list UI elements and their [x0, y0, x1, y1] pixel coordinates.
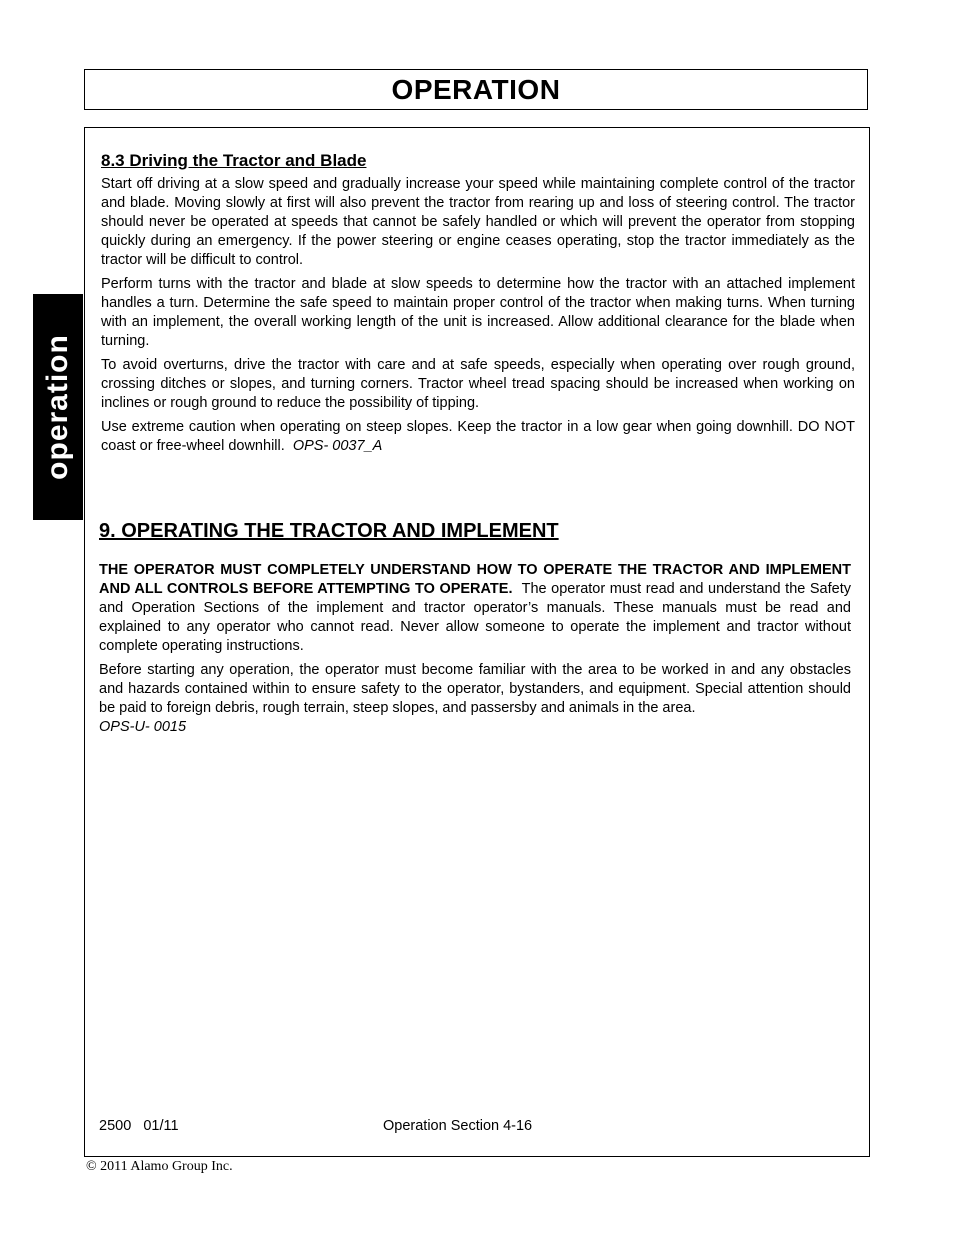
- section-8-3-heading: 8.3 Driving the Tractor and Blade: [101, 151, 367, 170]
- paragraph: Start off driving at a slow speed and gradually increase your speed while maintaining complete control of the tractor and blade. Moving slowly at first will also prevent the tractor from rearing up and loss of steering control. The tractor should never be operated at speeds that cannot be safely handled or which will prevent the operator from stopping quickly during an emergency. If the power steering or engine ceases operating, stop the tractor immediately as the tractor will be difficult to control.: [101, 176, 855, 268]
- section-8-3: [101, 150, 855, 461]
- content-frame: [84, 127, 870, 1157]
- side-tab-label: operation: [41, 334, 75, 480]
- paragraph-text: Before starting any operation, the operator must become familiar with the area to be worked in and any obstacles and hazards contained within to ensure safety to the operator, bystanders, and equipment. Special attention should be paid to foreign debris, rough terrain, steep slopes, and passersby and animals in the area.: [99, 662, 851, 716]
- paragraph-text: Use extreme caution when operating on steep slopes. Keep the tractor in a low gear when going downhill. DO NOT coast or free-wheel downhill.: [101, 419, 855, 454]
- section-9: [99, 518, 851, 742]
- section-9-heading: 9. OPERATING THE TRACTOR AND IMPLEMENT: [99, 520, 559, 542]
- reference-code: OPS-U- 0015: [99, 719, 187, 735]
- paragraph: Perform turns with the tractor and blade at slow speeds to determine how the tractor with an attached implement handles a turn. Determine the safe speed to maintain proper control of the tractor when making turns. When turning with an implement, the overall working length of the unit is increased. Allow additional clearance for the blade when turning.: [101, 276, 855, 349]
- paragraph: [101, 418, 855, 456]
- reference-code: OPS- 0037_A: [292, 438, 383, 454]
- warning-lead: THE OPERATOR MUST COMPLETELY UNDERSTAND HOW TO OPERATE THE TRACTOR AND IMPLEMENT AND ALL CONTROLS BEFORE ATTEMPTING TO OPERATE.: [99, 562, 851, 597]
- footer-model-date: 2500 01/11: [99, 1118, 179, 1134]
- paragraph: To avoid overturns, drive the tractor with care and at safe speeds, especially when operating over rough ground, crossing ditches or slopes, and turning corners. Tractor wheel tread spacing should be increased when working on inclines or rough ground to reduce the possibility of tipping.: [101, 357, 855, 411]
- paragraph: [99, 661, 851, 737]
- copyright-notice: © 2011 Alamo Group Inc.: [86, 1159, 233, 1174]
- page-header: [84, 69, 868, 110]
- paragraph: [99, 561, 851, 656]
- footer-page-number: Operation Section 4-16: [383, 1118, 533, 1134]
- page-title: OPERATION: [391, 73, 561, 105]
- paragraph-text: The operator must read and understand the Safety and Operation Sections of the implement and tractor operator’s manuals. These manuals must be read and explained to any operator who cannot read. Never allow someone to operate the implement and tractor without complete operating instructions.: [99, 581, 851, 654]
- section-side-tab: [33, 294, 83, 520]
